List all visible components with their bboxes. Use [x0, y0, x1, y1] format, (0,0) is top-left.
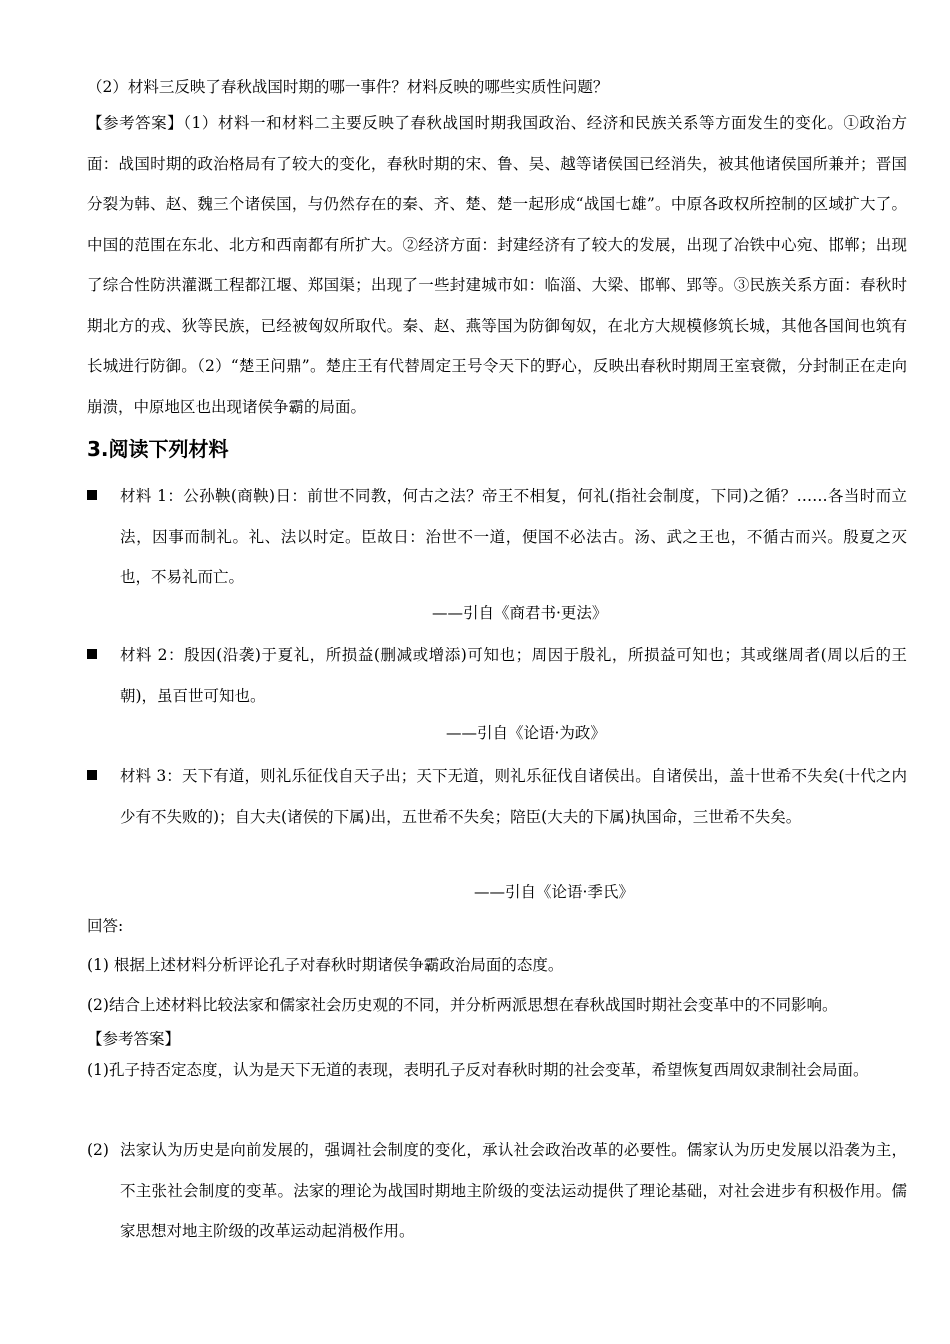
- square-bullet-icon: [87, 770, 97, 780]
- question-item: (2)结合上述材料比较法家和儒家社会历史观的不同，并分析两派思想在春秋战国时期社会变革中的不同影响。: [87, 996, 838, 1014]
- material-text: 材料 3：天下有道，则礼乐征伐自天子出；天下无道，则礼乐征伐自诸侯出。自诸侯出，盖十世希不失矣(十代之内少有不失败的)；自大夫(诸侯的下属)出，五世希不失矣；陪臣(大夫的下属)执国命，三世希不失矣。: [120, 767, 907, 826]
- section-3-title: 3.阅读下列材料: [87, 437, 229, 461]
- material-source: ——引自《商君书·更法》: [432, 604, 608, 622]
- square-bullet-icon: [87, 490, 97, 500]
- reference-answer-1: [87, 103, 907, 427]
- square-bullet-icon: [87, 649, 97, 659]
- question-item: (1) 根据上述材料分析评论孔子对春秋时期诸侯争霸政治局面的态度。: [87, 956, 564, 974]
- material-text: 材料 2：殷因(沿袭)于夏礼，所损益(删减或增添)可知也；周因于殷礼，所损益可知也；其或继周者(周以后的王朝)，虽百世可知也。: [120, 646, 907, 705]
- answer-number: (2): [87, 1141, 109, 1159]
- answer-prompt: 回答:: [87, 917, 124, 935]
- answer-text: 法家认为历史是向前发展的，强调社会制度的变化，承认社会政治改革的必要性。儒家认为历史发展以沿袭为主，不主张社会制度的变革。法家的理论为战国时期地主阶级的变法运动提供了理论基础，对社会进步有积极作用。儒家思想对地主阶级的改革运动起消极作用。: [120, 1141, 907, 1240]
- reference-answer-text: （1）材料一和材料二主要反映了春秋战国时期我国政治、经济和民族关系等方面发生的变化。①政治方面：战国时期的政治格局有了较大的变化，春秋时期的宋、鲁、吴、越等诸侯国已经消失，被其他诸侯国所兼并；晋国分裂为韩、赵、魏三个诸侯国，与仍然存在的秦、齐、楚、楚一起形成“战国七雄”。中原各政权所控制的区域扩大了。中国的范围在东北、北方和西南都有所扩大。②经济方面：封建经济有了较大的发展，出现了冶铁中心宛、邯郸；出现了综合性防洪灌溉工程都江堰、郑国渠；出现了一些封建城市如：临淄、大梁、邯郸、郢等。③民族关系方面：春秋时期北方的戎、狄等民族，已经被匈奴所取代。秦、赵、燕等国为防御匈奴，在北方大规模修筑长城，其他各国间也筑有长城进行防御。（2）“楚王问鼎”。楚庄王有代替周定王号令天下的野心，反映出春秋时期周王室衰微，分封制正在走向崩溃，中原地区也出现诸侯争霸的局面。: [87, 114, 907, 416]
- material-source: ——引自《论语·为政》: [446, 724, 606, 742]
- question-2-text: （2）材料三反映了春秋战国时期的哪一事件？材料反映的哪些实质性问题？: [87, 78, 609, 96]
- reference-answer-label: 【参考答案】: [87, 1030, 181, 1048]
- material-source: ——引自《论语·季氏》: [474, 883, 634, 901]
- reference-answer-label: 【参考答案】: [87, 114, 184, 132]
- answer-item: (1)孔子持否定态度，认为是天下无道的表现，表明孔子反对春秋时期的社会变革，希望恢复西周奴隶制社会局面。: [87, 1061, 869, 1079]
- material-text: 材料 1：公孙鞅(商鞅)日：前世不同教，何古之法？帝王不相复，何礼(指社会制度，下同)之循？……各当时而立法，因事而制礼。礼、法以时定。臣故日：治世不一道，便国不必法古。汤、武之王也，不循古而兴。殷夏之灭也，不易礼而亡。: [120, 487, 907, 586]
